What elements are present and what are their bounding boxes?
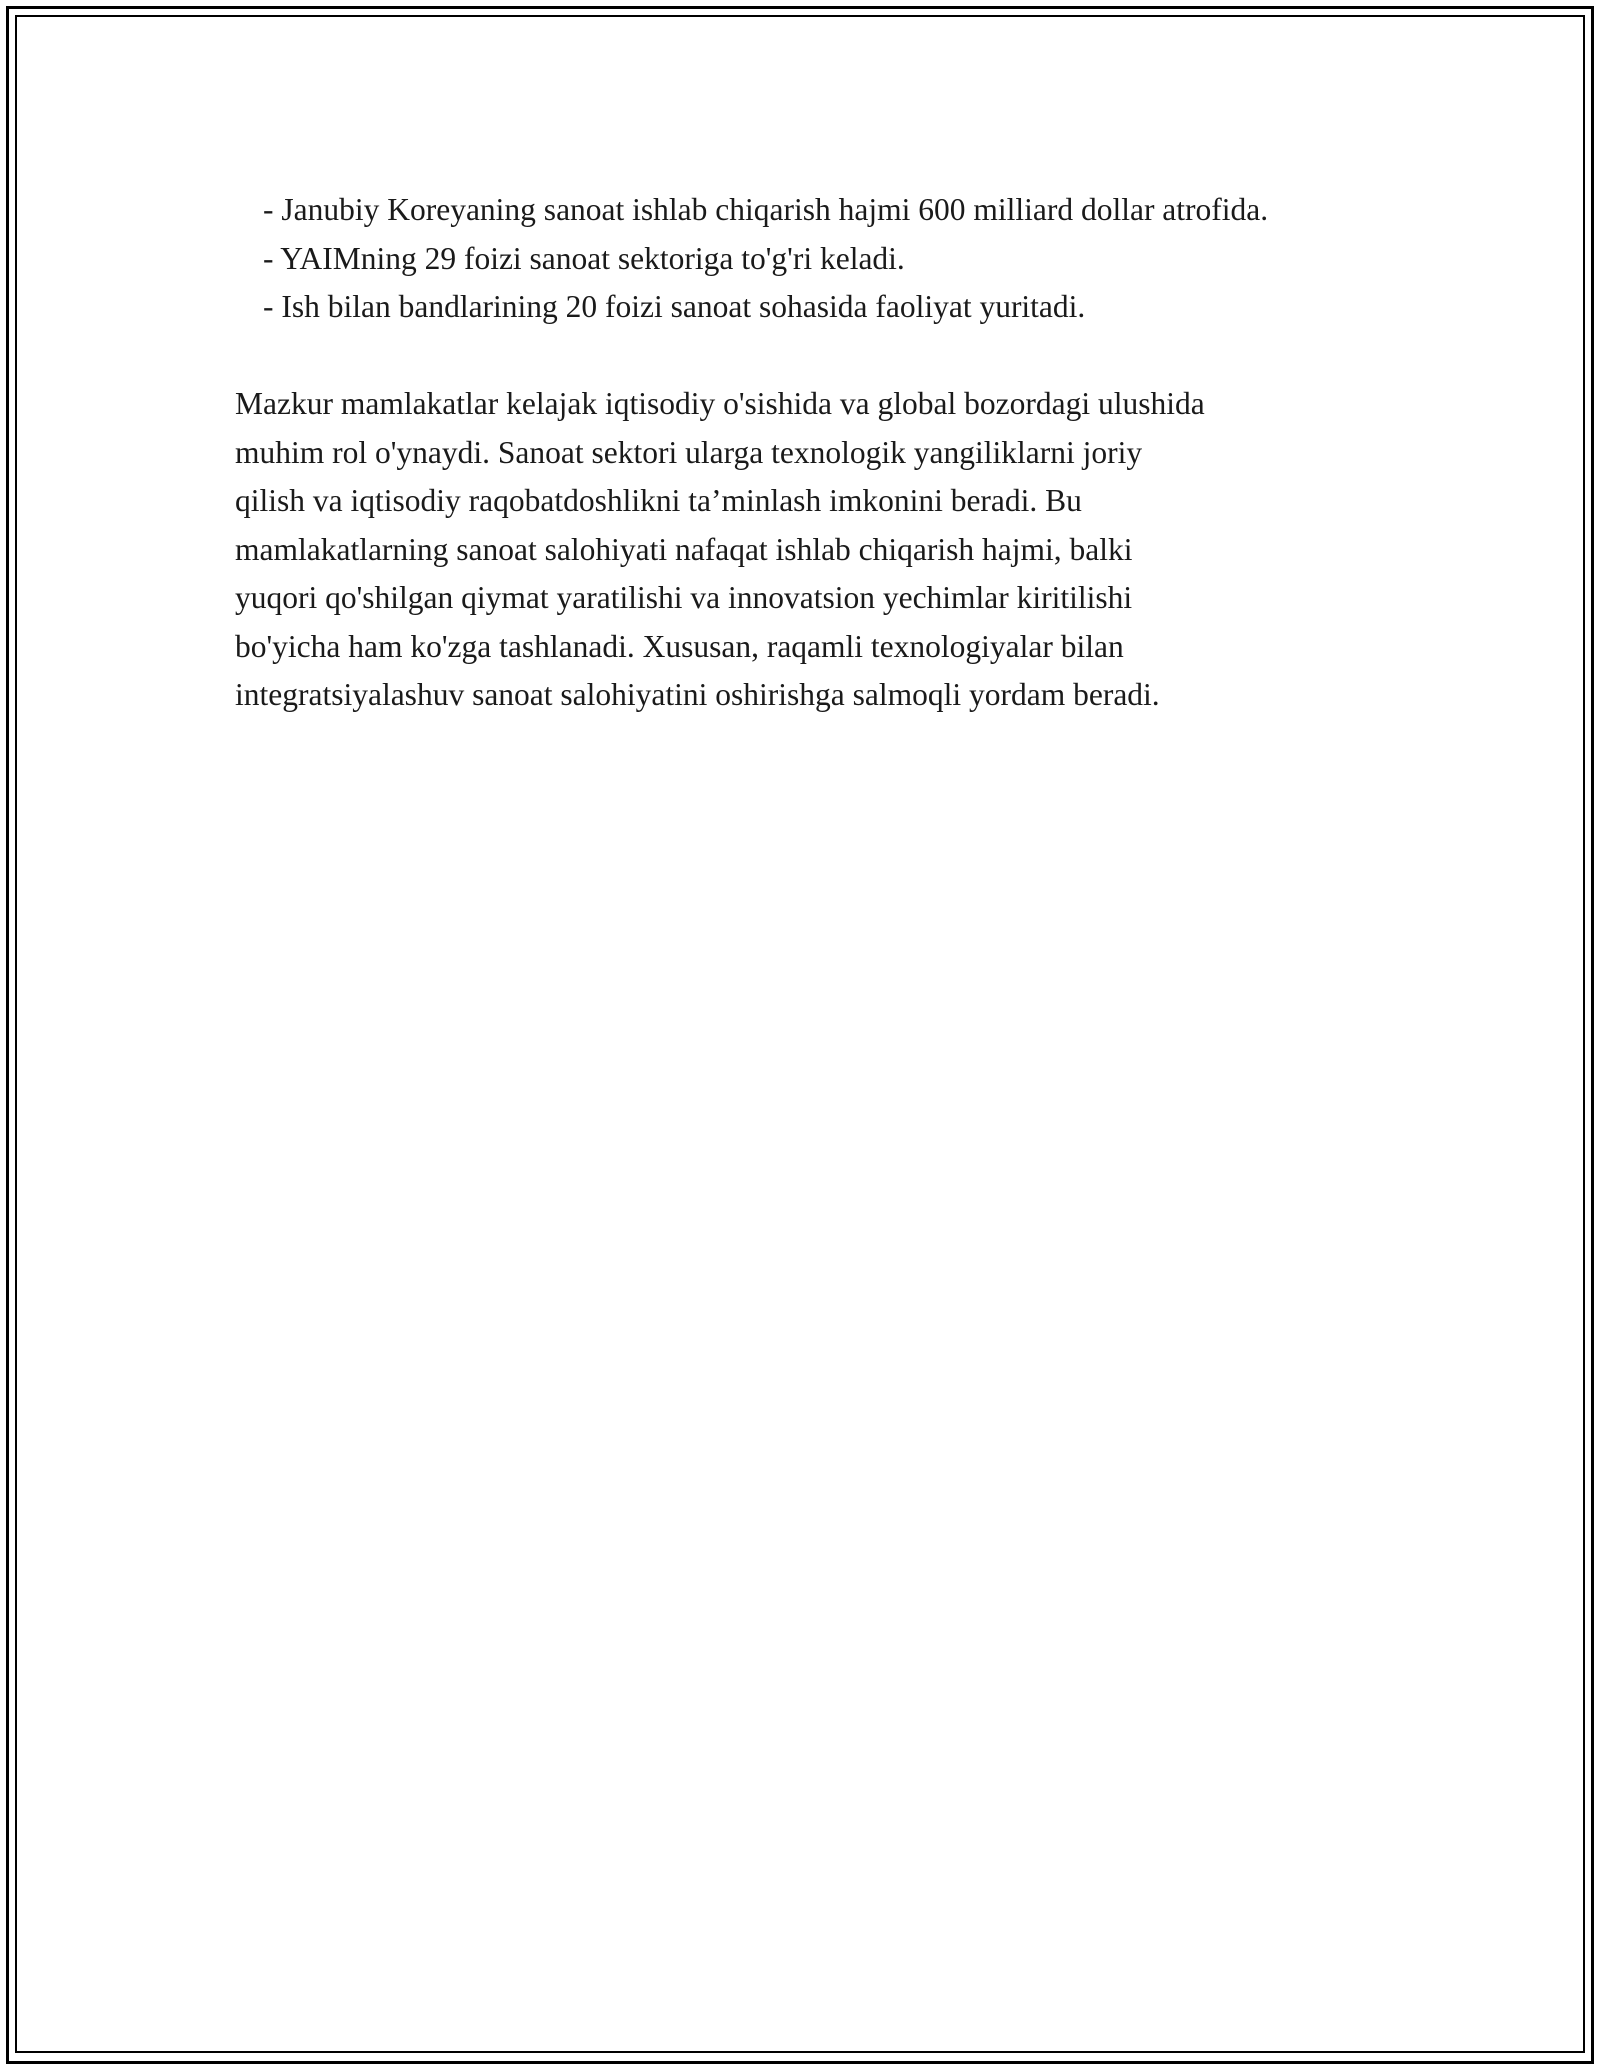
paragraph-line: muhim rol o'ynaydi. Sanoat sektori ularga texnologik yangiliklarni joriy	[235, 434, 1143, 470]
paragraph-gap	[235, 332, 1385, 381]
paragraph-line: bo'yicha ham ko'zga tashlanadi. Xususan, raqamli texnologiyalar bilan	[235, 628, 1124, 664]
paragraph-line: mamlakatlarning sanoat salohiyati nafaqat ishlab chiqarish hajmi, balki	[235, 531, 1133, 567]
body-paragraph	[235, 380, 1385, 720]
bullet-item-production-volume: - Janubiy Koreyaning sanoat ishlab chiqarish hajmi 600 milliard dollar atrofida.	[263, 192, 1269, 227]
paragraph-line: yuqori qo'shilgan qiymat yaratilishi va innovatsion yechimlar kiritilishi	[235, 580, 1133, 615]
document-body	[235, 186, 1385, 720]
paragraph-line: integratsiyalashuv sanoat salohiyatini oshirishga salmoqli yordam beradi.	[235, 677, 1160, 712]
bullet-item-gdp-share: - YAIMning 29 foizi sanoat sektoriga to'g'ri keladi.	[263, 240, 905, 276]
paragraph-line: Mazkur mamlakatlar kelajak iqtisodiy o'sishida va global bozordagi ulushida	[235, 386, 1205, 421]
bullet-item-employment-share: - Ish bilan bandlarining 20 foizi sanoat sohasida faoliyat yuritadi.	[263, 289, 1086, 324]
paragraph-line: qilish va iqtisodiy raqobatdoshlikni ta’minlash imkonini beradi. Bu	[235, 483, 1082, 518]
